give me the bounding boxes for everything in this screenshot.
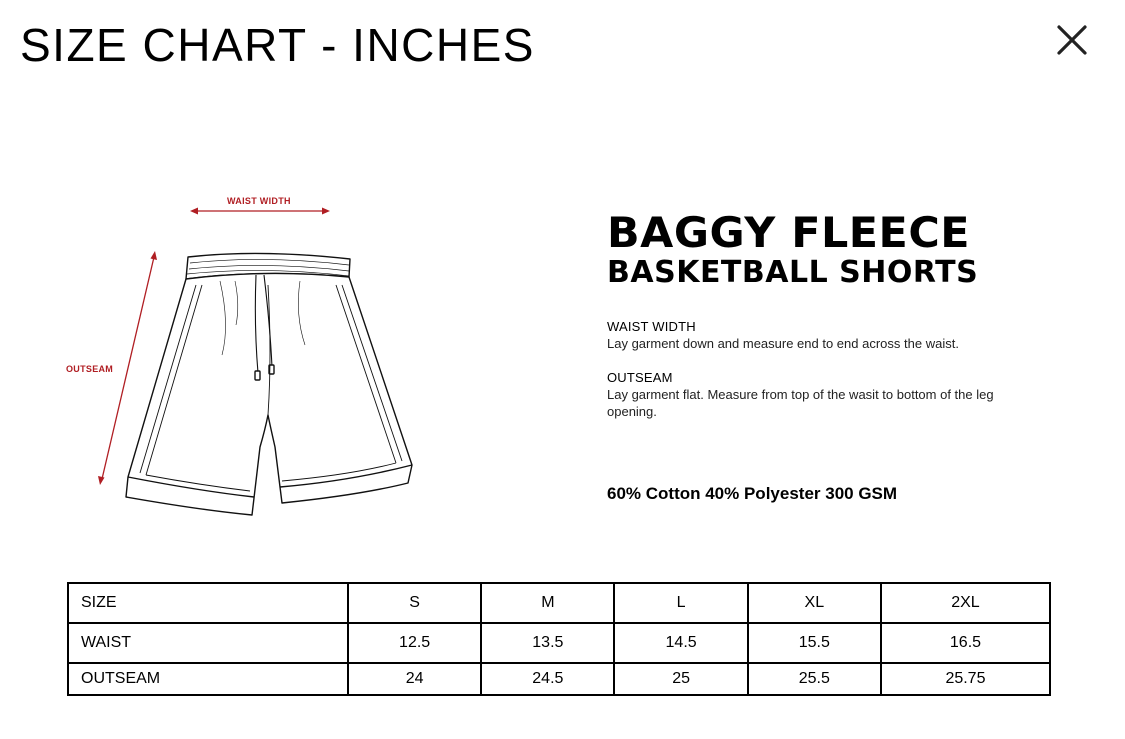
shorts-diagram [60,185,420,535]
fabric-composition: 60% Cotton 40% Polyester 300 GSM [607,484,898,503]
close-icon [1050,18,1094,62]
size-cell: M [481,583,614,623]
value-cell: 16.5 [881,623,1050,663]
row-label: WAIST [68,623,348,663]
spec-description: Lay garment down and measure end to end across the waist. [607,336,959,351]
product-title-line2: BASKETBALL SHORTS [607,255,979,290]
size-cell: XL [748,583,881,623]
size-cell: S [348,583,481,623]
spec-description: Lay garment flat. Measure from top of the wasit to bottom of the leg opening. [607,387,994,419]
row-label: OUTSEAM [68,663,348,695]
value-cell: 15.5 [748,623,881,663]
outseam-label: OUTSEAM [66,364,114,374]
value-cell: 25 [614,663,747,695]
close-button[interactable] [1050,18,1094,62]
spec-waist-width [607,319,1007,352]
table-header-cell: SIZE [68,583,348,623]
size-table [67,582,1051,696]
value-cell: 25.5 [748,663,881,695]
product-title [607,210,978,290]
value-cell: 24.5 [481,663,614,695]
spec-outseam [607,370,997,420]
shorts-illustration [60,185,420,535]
value-cell: 14.5 [614,623,747,663]
waist-width-label: WAIST WIDTH [227,196,291,206]
value-cell: 13.5 [481,623,614,663]
value-cell: 25.75 [881,663,1050,695]
table-row [68,663,1050,695]
product-title-line1: BAGGY FLEECE [607,208,971,257]
size-cell: L [614,583,747,623]
table-row [68,623,1050,663]
size-cell: 2XL [881,583,1050,623]
page-title: SIZE CHART - INCHES [20,19,535,71]
spec-heading: OUTSEAM [607,370,673,385]
value-cell: 24 [348,663,481,695]
value-cell: 12.5 [348,623,481,663]
waist-width-arrow [190,208,330,215]
table-header-row [68,583,1050,623]
spec-heading: WAIST WIDTH [607,319,696,334]
